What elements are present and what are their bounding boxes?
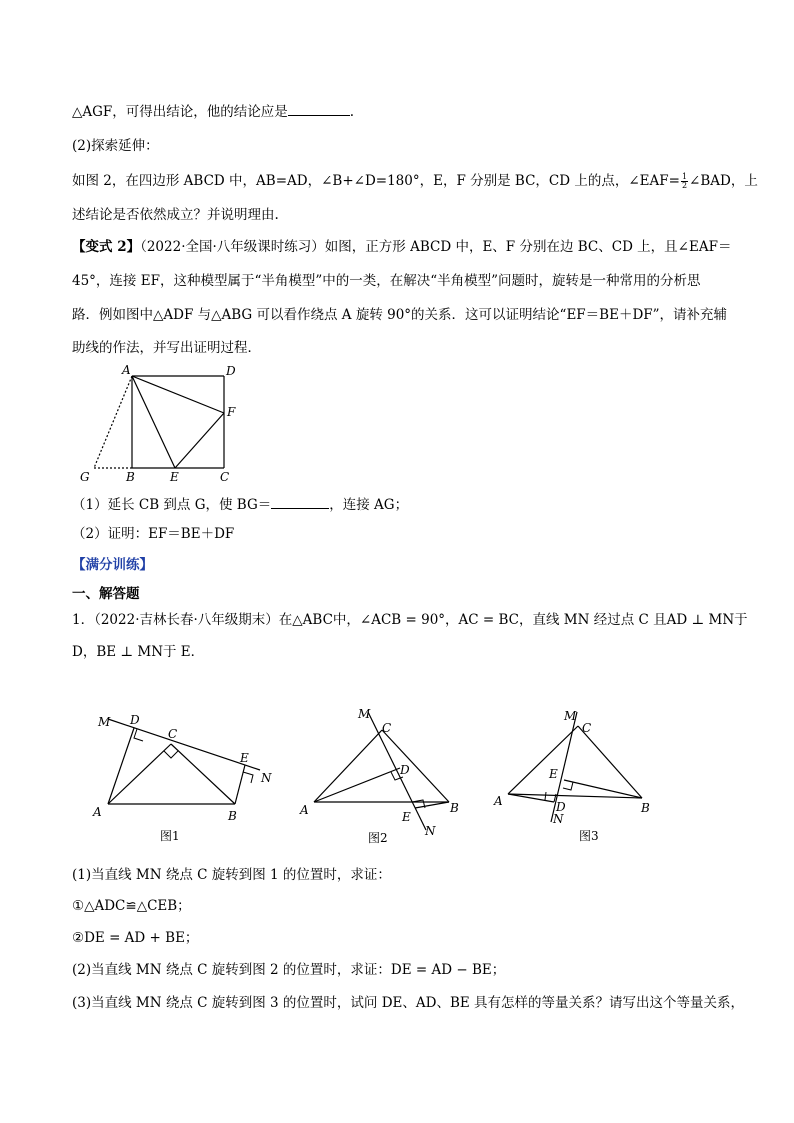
segment-ag-dashed [94, 376, 132, 468]
segment-be [235, 765, 245, 804]
line-1-text: △AGF，可得出结论，他的结论应是 [72, 104, 288, 120]
fraction-half [681, 173, 688, 190]
text-line-17: ②DE = AD + BE； [72, 930, 199, 946]
segment-ad [108, 728, 134, 804]
label-e: E [549, 767, 558, 781]
label-c: C [168, 727, 178, 741]
label-a: A [93, 805, 102, 819]
figure-1-caption: 图1 [160, 829, 180, 843]
section-heading: 【满分训练】 [72, 557, 153, 573]
answer-blank-1 [288, 101, 350, 116]
text-line-16: ①△ADC≌△CEB； [72, 898, 191, 914]
line-3-text-b: ∠BAD，上 [689, 173, 758, 189]
text-line-14: D，BE ⊥ MN于 E． [72, 644, 205, 660]
text-line-4: 述结论是否依然成立？并说明理由. [72, 207, 279, 223]
side-ac [314, 730, 382, 802]
segment-be [415, 802, 449, 808]
subsection-heading: 一、解答题 [72, 586, 140, 602]
line-3-text-a: 如图 2，在四边形 ABCD 中，AB=AD，∠B+∠D=180°，E，F 分别是 BC，CD 上的点，∠EAF= [72, 173, 680, 189]
figure-2 [296, 702, 471, 850]
side-ac [108, 744, 171, 804]
segment-ad [314, 768, 400, 802]
fraction-numerator: 1 [681, 172, 688, 181]
label-c: C [220, 470, 230, 484]
label-d: D [400, 763, 410, 777]
line-9-text-a: （1）延长 CB 到点 G，使 BG＝ [72, 497, 272, 513]
label-e: E [240, 751, 249, 765]
text-line-1 [72, 101, 354, 122]
line-9-text-b: ，连接 AG； [329, 497, 409, 513]
label-c: C [382, 721, 392, 735]
text-line-19: (3)当直线 MN 绕点 C 旋转到图 3 的位置时，试问 DE、AD、BE 具有怎样的等量关系？请写出这个等量关系， [72, 995, 745, 1011]
label-a: A [494, 794, 503, 808]
variant-tag: 【变式 2】 [72, 239, 141, 255]
label-b: B [641, 801, 650, 815]
right-angle-c [164, 751, 178, 758]
label-n: N [261, 771, 272, 785]
text-line-7: 路．例如图中△ADF 与△ABG 可以看作绕点 A 旋转 90°的关系．这可以证明结论“EF＝BE＋DF”，请补充辅 [72, 307, 728, 323]
side-ac [508, 726, 578, 794]
right-angle-d-b [545, 792, 546, 800]
fraction-denominator: 2 [681, 181, 688, 190]
text-line-13: 1．（2022·吉林长春·八年级期末）在△ABC中，∠ACB = 90°，AC = BC，直线 MN 经过点 C 且AD ⊥ MN于 [72, 612, 748, 628]
right-angle-e [243, 772, 253, 783]
label-m: M [564, 709, 577, 723]
text-line-5 [72, 237, 731, 257]
label-b: B [126, 470, 135, 484]
label-e: E [402, 810, 411, 824]
label-n: N [553, 812, 564, 826]
label-n: N [425, 824, 436, 838]
line-5-text: （2022·全国·八年级课时练习）如图，正方形 ABCD 中，E、F 分别在边 BC、CD 上，且∠EAF＝ [140, 239, 732, 255]
line-mn [368, 712, 426, 830]
label-a: A [300, 803, 309, 817]
segment-af [132, 376, 224, 413]
text-line-9 [72, 494, 408, 515]
label-c: C [582, 721, 592, 735]
side-cb [171, 744, 235, 804]
figure-2-caption: 图2 [368, 831, 388, 845]
label-f: F [227, 405, 236, 419]
figure-3-caption: 图3 [579, 829, 599, 843]
text-line-10: （2）证明：EF＝BE＋DF [72, 526, 235, 542]
label-m: M [98, 715, 111, 729]
answer-blank-2 [271, 494, 329, 509]
label-d: D [556, 800, 566, 814]
label-a: A [122, 363, 131, 377]
figure-3 [490, 704, 665, 846]
figure-1 [88, 706, 278, 846]
text-line-15: (1)当直线 MN 绕点 C 旋转到图 1 的位置时，求证： [72, 867, 391, 883]
side-cb [382, 730, 449, 802]
line-1-end: . [349, 104, 355, 120]
segment-be [564, 780, 642, 798]
text-line-2: (2)探索延伸： [72, 138, 159, 154]
label-d: D [226, 364, 236, 378]
text-line-3 [72, 171, 758, 191]
label-b: B [450, 801, 459, 815]
side-cb [578, 726, 642, 798]
square-figure [74, 360, 254, 490]
text-line-8: 助线的作法，并写出证明过程． [72, 340, 261, 356]
segment-ef [175, 413, 224, 468]
text-line-18: (2)当直线 MN 绕点 C 旋转到图 2 的位置时，求证：DE = AD − BE； [72, 962, 506, 978]
text-line-6: 45°，连接 EF，这种模型属于“半角模型”中的一类，在解决“半角模型”问题时，旋转是一种常用的分析思 [72, 273, 701, 289]
label-b: B [228, 809, 237, 823]
right-angle-e [563, 782, 573, 790]
segment-ae [132, 376, 175, 468]
label-d: D [130, 713, 140, 727]
label-m: M [358, 707, 371, 721]
label-e: E [170, 470, 179, 484]
label-g: G [80, 470, 90, 484]
